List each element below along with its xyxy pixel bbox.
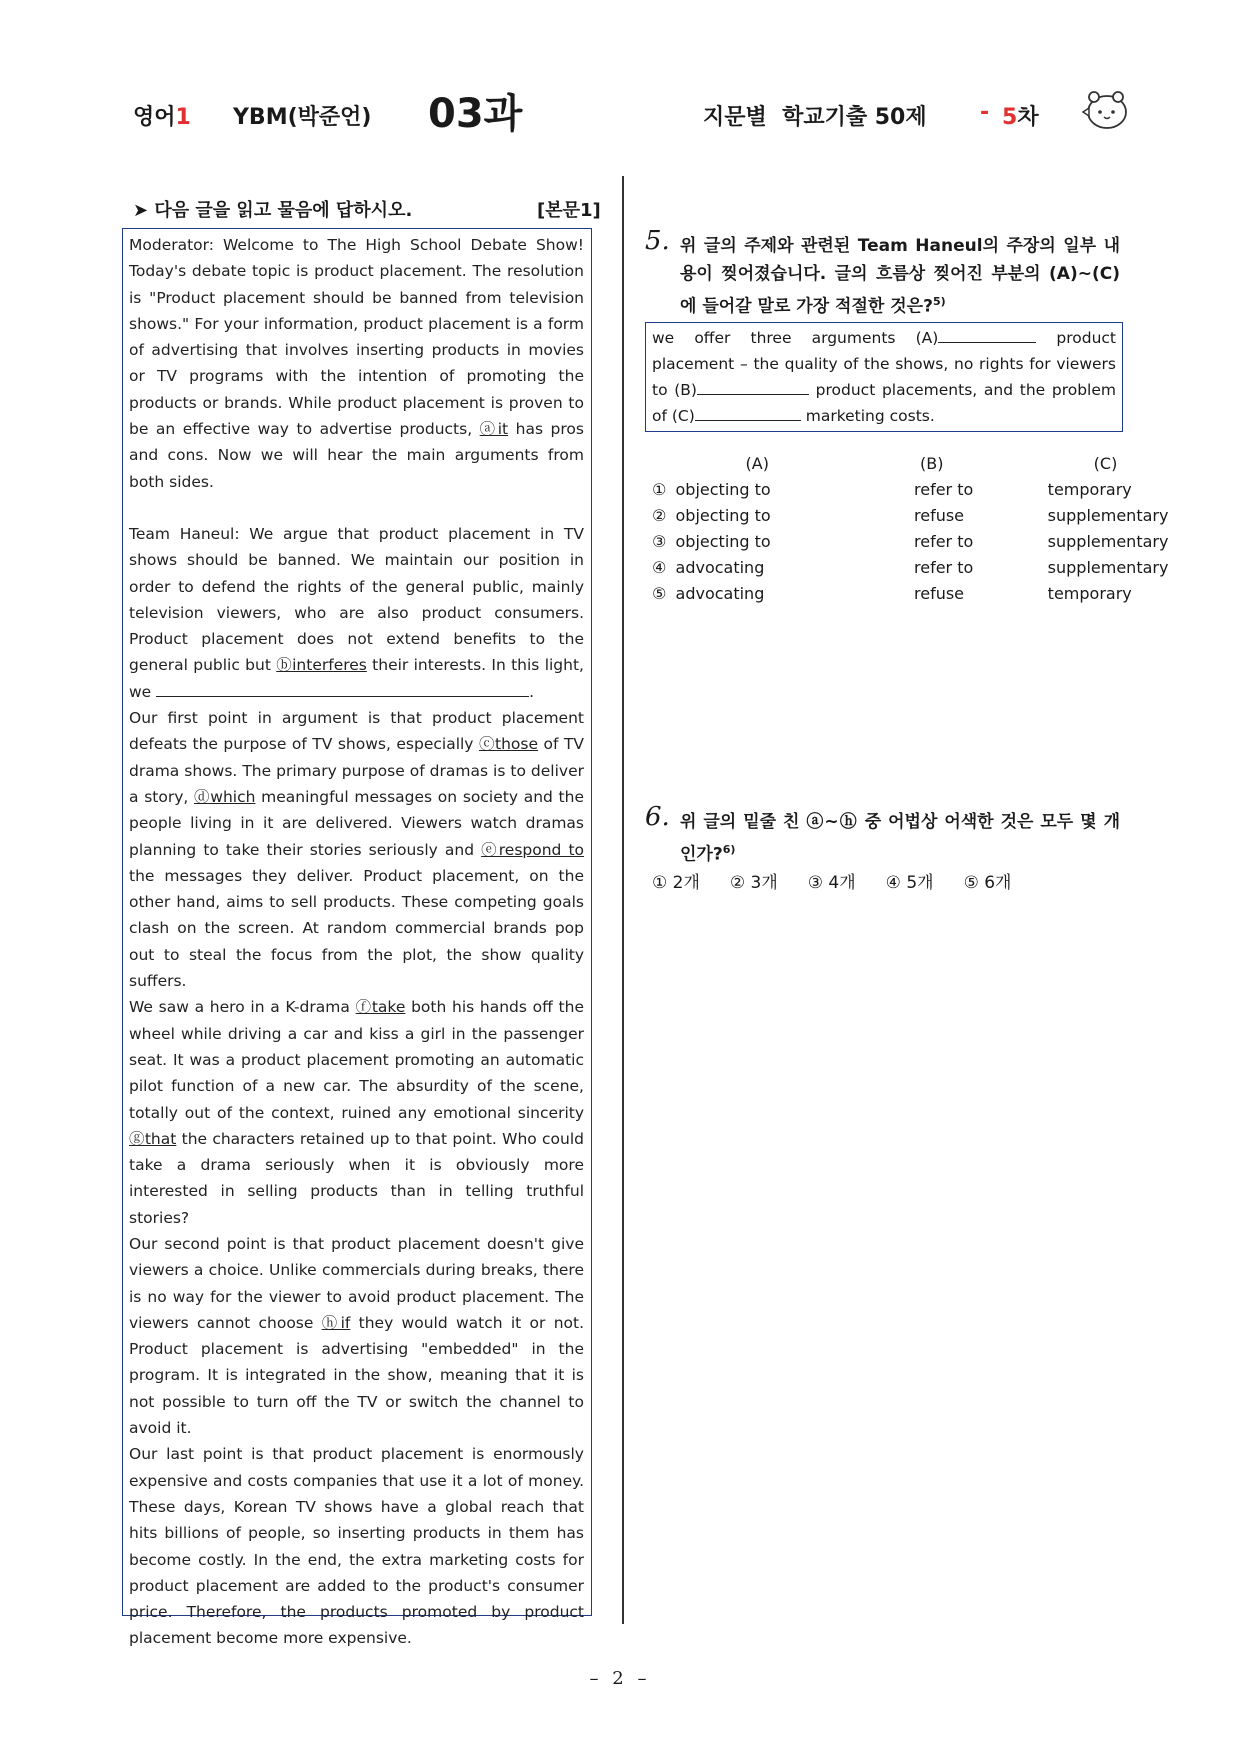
question-5-box: we offer three arguments (A) product placement – the quality of the shows, no rights for viewers to (B) product placements, and the problem of (C) marketing costs. — [645, 322, 1123, 432]
mascot-icon — [1080, 88, 1130, 134]
passage-paragraph-last-point: Our last point is that product placement is enormously expensive and costs companies that use it a lot of money. These days, Korean TV shows have a global reach that hits billions of people, so inserting products in them has become costly. In the end, the extra marketing costs for product placement are added to the product's consumer price. Therefore, the products promoted by product placement become more expensive. — [129, 1445, 584, 1648]
instruction: ➤ 다음 글을 읽고 물음에 답하시오. — [133, 200, 413, 221]
choice-item[interactable]: ① 2개 — [652, 873, 700, 893]
column-divider — [622, 176, 624, 1624]
underline-c: ⓒthose — [478, 735, 539, 754]
blank-c — [695, 403, 801, 421]
publisher-label: YBM(박준언) — [233, 105, 372, 130]
choice-item[interactable]: ③ 4개 — [807, 873, 856, 893]
passage-box — [122, 228, 592, 1648]
section-tag: [본문1] — [537, 200, 601, 221]
question-5-number: 5. — [645, 226, 670, 256]
option-row[interactable]: ② objecting to refuse supplementary — [652, 506, 1169, 525]
option-row[interactable]: ① objecting to refer to temporary — [652, 480, 1132, 499]
lesson-title: 03과 — [428, 91, 523, 137]
torn-blank — [156, 680, 529, 697]
subject-number: 1 — [175, 105, 191, 130]
underline-f: ⓕtake — [355, 998, 406, 1017]
choice-item[interactable]: ② 3개 — [729, 873, 778, 893]
underline-h: ⓗif — [321, 1313, 351, 1332]
option-row[interactable]: ④ advocating refer to supplementary — [652, 558, 1169, 577]
underline-g: ⓖthat — [129, 1129, 177, 1148]
passage-paragraph-first-point: Our first point in argument is that product placement defeats the purpose of TV shows, especially ⓒthose of TV drama shows. The primary purpose of dramas is to deliver a story, ⓓwhich meaningful messages on society and the people living in it are delivered. Viewers watch dramas planning to take their stories seriously and ⓔrespond to the messages they deliver. Product placement, on the other hand, aims to sell products. These competing goals clash on the screen. At random commercial brands pop out to steal the focus from the plot, the show quality suffers. — [129, 709, 585, 991]
blank-b — [697, 377, 809, 395]
blank-a — [938, 325, 1036, 343]
underline-b: ⓑinterferes — [276, 656, 367, 675]
options-header-row: (A) (B) (C) — [745, 454, 1118, 473]
question-6-text: 위 글의 밑줄 친 ⓐ~ⓗ 중 어법상 어색한 것은 모두 몇 개인가?$^{6)}$ — [680, 812, 1120, 865]
title-dash: - — [980, 100, 990, 125]
choice-item[interactable]: ⑤ 6개 — [963, 873, 1012, 893]
question-5-options — [652, 454, 1240, 610]
question-5-text: 위 글의 주제와 관련된 Team Haneul의 주장의 일부 내용이 찢어졌습니다. 글의 흐름상 찢어진 부분의 (A)~(C)에 들어갈 말로 가장 적절한 것은?$^{5)}$ — [680, 236, 1120, 317]
page-number: – 2 – — [589, 1668, 651, 1689]
worksheet-title: 지문별 학교기출 50제 — [703, 105, 927, 130]
passage-paragraph-k-drama: We saw a hero in a K-drama ⓕtake both his hands off the wheel while driving a car and kiss a girl in the passenger seat. It was a product placement promoting an automatic pilot function of a new car. The absurdity of the scene, totally out of the context, ruined any emotional sincerity ⓖthat the characters retained up to that point. Who could take a drama seriously when it is obviously more interested in selling products than in telling truthful stories? — [129, 998, 584, 1227]
passage-paragraph-team-haneul: Team Haneul: We argue that product placement in TV shows should be banned. We maintain our position in order to defend the rights of the general public, mainly television viewers, who are also product consumers. Product placement does not extend benefits to the general public but ⓑinterferes their interests. In this light, we . — [129, 524, 584, 701]
question-6-choices — [652, 868, 1041, 893]
option-row[interactable]: ⑤ advocating refuse temporary — [652, 584, 1132, 603]
underline-a: ⓐit — [479, 420, 509, 439]
passage-paragraph-second-point: Our second point is that product placement doesn't give viewers a choice. Unlike commercials during breaks, there is no way for the viewer to avoid product placement. The viewers cannot choose ⓗif they would watch it or not. Product placement is advertising "embedded" in the program. It is integrated in the show, meaning that it is not possible to turn off the TV or switch the channel to avoid it. — [129, 1234, 585, 1438]
underline-e: ⓔrespond to — [481, 840, 585, 859]
subject-label: 영어1 — [133, 105, 191, 130]
underline-d: ⓓwhich — [194, 787, 256, 806]
passage-paragraph-moderator: Moderator: Welcome to The High School Debate Show! Today's debate topic is product placement. The resolution is "Product placement should be banned from television shows." For your information, product placement is a form of advertising that involves inserting products in movies or TV programs with the intention of promoting the products or brands. While product placement is proven to be an effective way to advertise products, ⓐit has pros and cons. Now we will hear the main arguments from both sides. — [129, 236, 584, 491]
choice-item[interactable]: ④ 5개 — [885, 873, 934, 893]
round-label: 5차 — [1002, 105, 1039, 130]
option-row[interactable]: ③ objecting to refer to supplementary — [652, 532, 1169, 551]
question-6-number: 6. — [645, 802, 670, 832]
page-header — [0, 82, 1240, 142]
